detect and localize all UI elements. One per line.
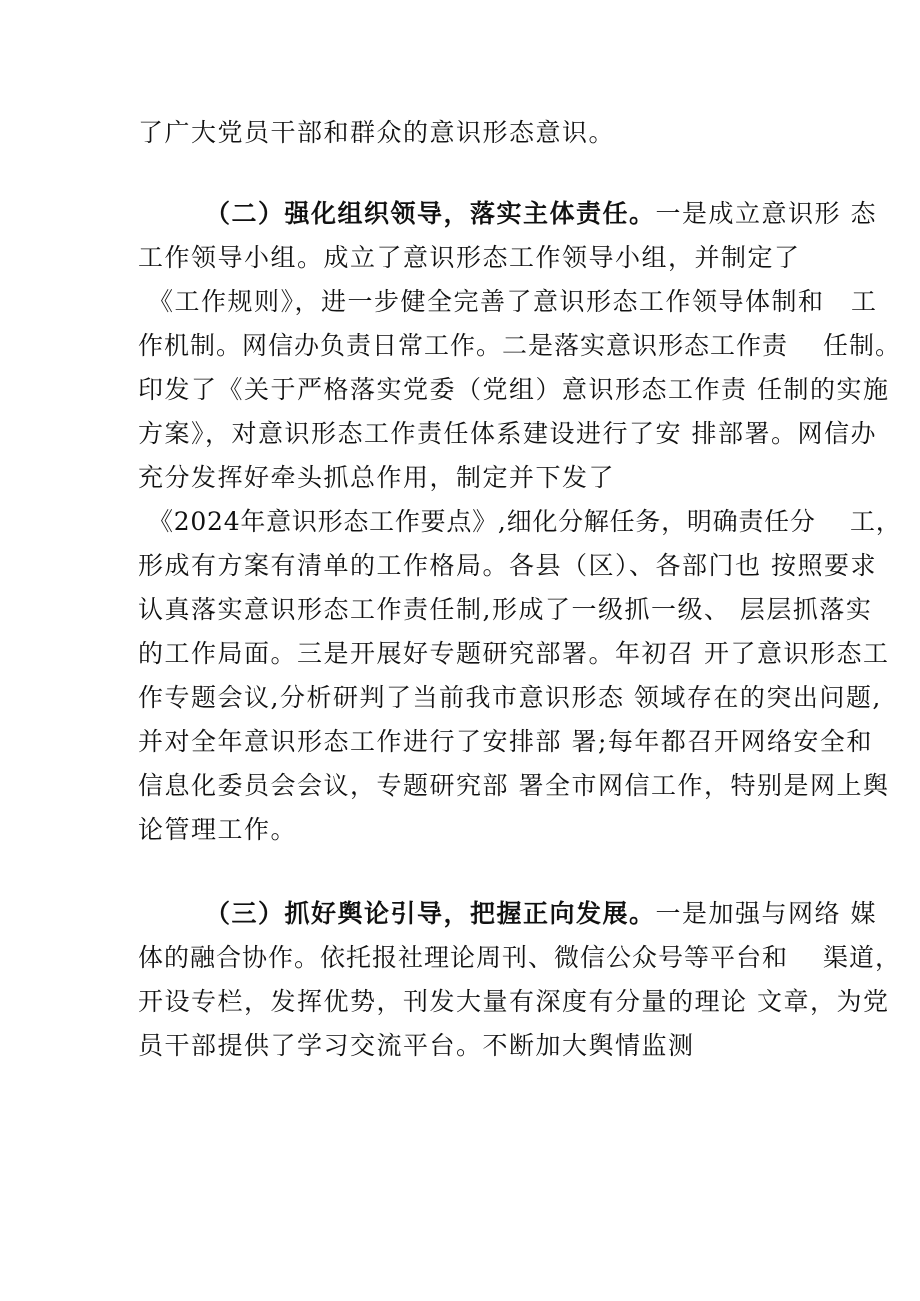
paragraph-2-line-15: 论管理工作。 — [138, 815, 298, 844]
paragraph-2-line-2: 工作领导小组。成立了意识形态工作领导小组，并制定了 — [138, 243, 801, 272]
section-2-heading: （二）强化组织领导，落实主体责任。 — [205, 199, 656, 228]
paragraph-2-line-12: 作专题会议,分析研判了当前我市意识形态 领域存在的突出问题, — [138, 683, 882, 712]
paragraph-2-line-1 — [205, 196, 877, 232]
paragraph-2-line-9: 形成有方案有清单的工作格局。各县（区）、各部门也 按照要求 — [138, 551, 877, 580]
paragraph-2-line-4: 作机制。网信办负责日常工作。二是落实意识形态工作责 任制。 — [138, 331, 901, 360]
paragraph-3-line-2: 体的融合协作。依托报社理论周刊、微信公众号等平台和 渠道， — [138, 943, 901, 972]
paragraph-2-line-14: 信息化委员会会议，专题研究部 署全市网信工作，特别是网上舆 — [138, 771, 890, 800]
paragraph-2-line-11: 的工作局面。三是开展好专题研究部署。年初召 开了意识形态工 — [138, 639, 890, 668]
paragraph-2-line-10: 认真落实意识形态工作责任制,形成了一级抓一级、 层层抓落实 — [138, 595, 873, 624]
paragraph-1-line-1: 了广大党员干部和群众的意识形态意识。 — [138, 118, 616, 147]
paragraph-2-line-1-text: 一是成立意识形 态 — [655, 199, 877, 228]
paragraph-2-line-7: 充分发挥好牵头抓总作用，制定并下发了 — [138, 463, 616, 492]
paragraph-3-line-1-text: 一是加强与网络 媒 — [655, 899, 877, 928]
paragraph-2-line-13: 并对全年意识形态工作进行了安排部 署;每年都召开网络安全和 — [138, 727, 873, 756]
paragraph-3-line-1 — [205, 896, 877, 932]
paragraph-3-line-3: 开设专栏，发挥优势，刊发大量有深度有分量的理论 文章，为党 — [138, 987, 890, 1016]
paragraph-2-line-5: 印发了《关于严格落实党委（党组）意识形态工作责 任制的实施 — [138, 375, 890, 404]
paragraph-2-line-6: 方案》，对意识形态工作责任体系建设进行了安 排部署。网信办 — [138, 419, 877, 448]
paragraph-2-line-8: 《2024年意识形态工作要点》,细化分解任务，明确责任分 工， — [148, 507, 902, 536]
paragraph-2-line-3: 《工作规则》，进一步健全完善了意识形态工作领导体制和 工 — [148, 287, 878, 316]
paragraph-3-line-4: 员干部提供了学习交流平台。不断加大舆情监测 — [138, 1031, 695, 1060]
section-3-heading: （三）抓好舆论引导，把握正向发展。 — [205, 899, 656, 928]
